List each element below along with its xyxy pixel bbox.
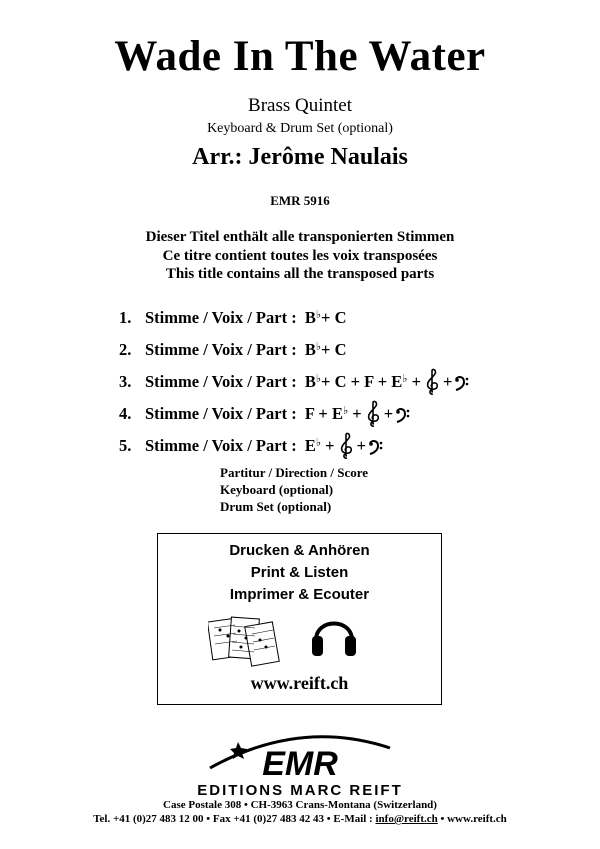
part-row xyxy=(119,302,472,334)
logo-text: EMR xyxy=(262,745,338,783)
part-label: Stimme / Voix / Part : xyxy=(145,372,297,391)
part-label: Stimme / Voix / Part : xyxy=(145,340,297,359)
flat-symbol: ♭ xyxy=(342,405,349,417)
part-label: Stimme / Voix / Part : xyxy=(145,404,297,423)
part-row xyxy=(119,366,472,398)
treble-clef-icon xyxy=(364,400,382,428)
part-keys: B ♭ + C + F + E ♭ + + xyxy=(301,368,473,396)
website-link[interactable]: www.reift.ch xyxy=(250,673,349,693)
arranger: Arr.: Jerôme Naulais xyxy=(192,144,408,170)
part-number: 4. xyxy=(119,404,132,423)
bass-clef-icon xyxy=(368,438,384,454)
promo-line-fr: Imprimer & Ecouter xyxy=(229,586,370,603)
flat-symbol: ♭ xyxy=(315,373,322,385)
treble-clef-icon xyxy=(423,368,441,396)
headphones-icon xyxy=(310,610,358,662)
part-keys: B ♭ + C xyxy=(301,306,347,330)
promo-line-de: Drucken & Anhören xyxy=(229,542,370,559)
ensemble-subtitle: Brass Quintet xyxy=(248,95,352,116)
parts-list xyxy=(119,302,472,462)
extras-list xyxy=(220,464,368,515)
treble-clef-icon xyxy=(337,432,355,460)
flat-symbol: ♭ xyxy=(315,341,322,353)
part-number: 2. xyxy=(119,340,132,359)
flat-symbol: ♭ xyxy=(402,373,408,385)
print-listen-box xyxy=(157,533,442,705)
part-row xyxy=(119,430,472,462)
part-number: 5. xyxy=(119,436,132,455)
flat-symbol: ♭ xyxy=(315,309,322,321)
part-row xyxy=(119,334,472,366)
part-keys: F + E ♭ + + xyxy=(301,400,413,428)
part-number: 3. xyxy=(119,372,132,391)
email-link[interactable]: info@reift.ch xyxy=(375,813,438,825)
description-fr: Ce titre contient toutes les voix transposées xyxy=(162,248,438,264)
part-keys: E ♭ + + xyxy=(301,432,386,460)
bass-clef-icon xyxy=(395,406,411,422)
part-label: Stimme / Voix / Part : xyxy=(145,436,297,455)
part-row xyxy=(119,398,472,430)
emr-logo xyxy=(200,728,400,788)
description-de: Dieser Titel enthält alle transponierten Stimmen xyxy=(145,229,455,245)
page-title: Wade In The Water xyxy=(114,33,486,80)
publisher-address: Case Postale 308 • CH-3963 Crans-Montana (Switzerland) xyxy=(163,799,437,811)
bass-clef-icon xyxy=(454,374,470,390)
part-label: Stimme / Voix / Part : xyxy=(145,308,297,327)
sheet-music-icon xyxy=(208,614,280,670)
part-number: 1. xyxy=(119,308,132,327)
publisher-contact: Tel. +41 (0)27 483 12 00 • Fax +41 (0)27 483 42 43 • E-Mail : info@reift.ch • www.reift.ch xyxy=(93,813,507,825)
publisher-name: EDITIONS MARC REIFT xyxy=(197,782,403,799)
extra-drums: Drum Set (optional) xyxy=(220,499,332,514)
instruments-note: Keyboard & Drum Set (optional) xyxy=(207,121,393,136)
catalog-number: EMR 5916 xyxy=(270,193,330,208)
extra-keyboard: Keyboard (optional) xyxy=(220,482,334,497)
promo-line-en: Print & Listen xyxy=(250,564,349,581)
description-en: This title contains all the transposed parts xyxy=(165,266,435,282)
extra-score: Partitur / Direction / Score xyxy=(220,465,369,480)
flat-symbol: ♭ xyxy=(315,437,322,449)
part-keys: B ♭ + C xyxy=(301,338,347,362)
